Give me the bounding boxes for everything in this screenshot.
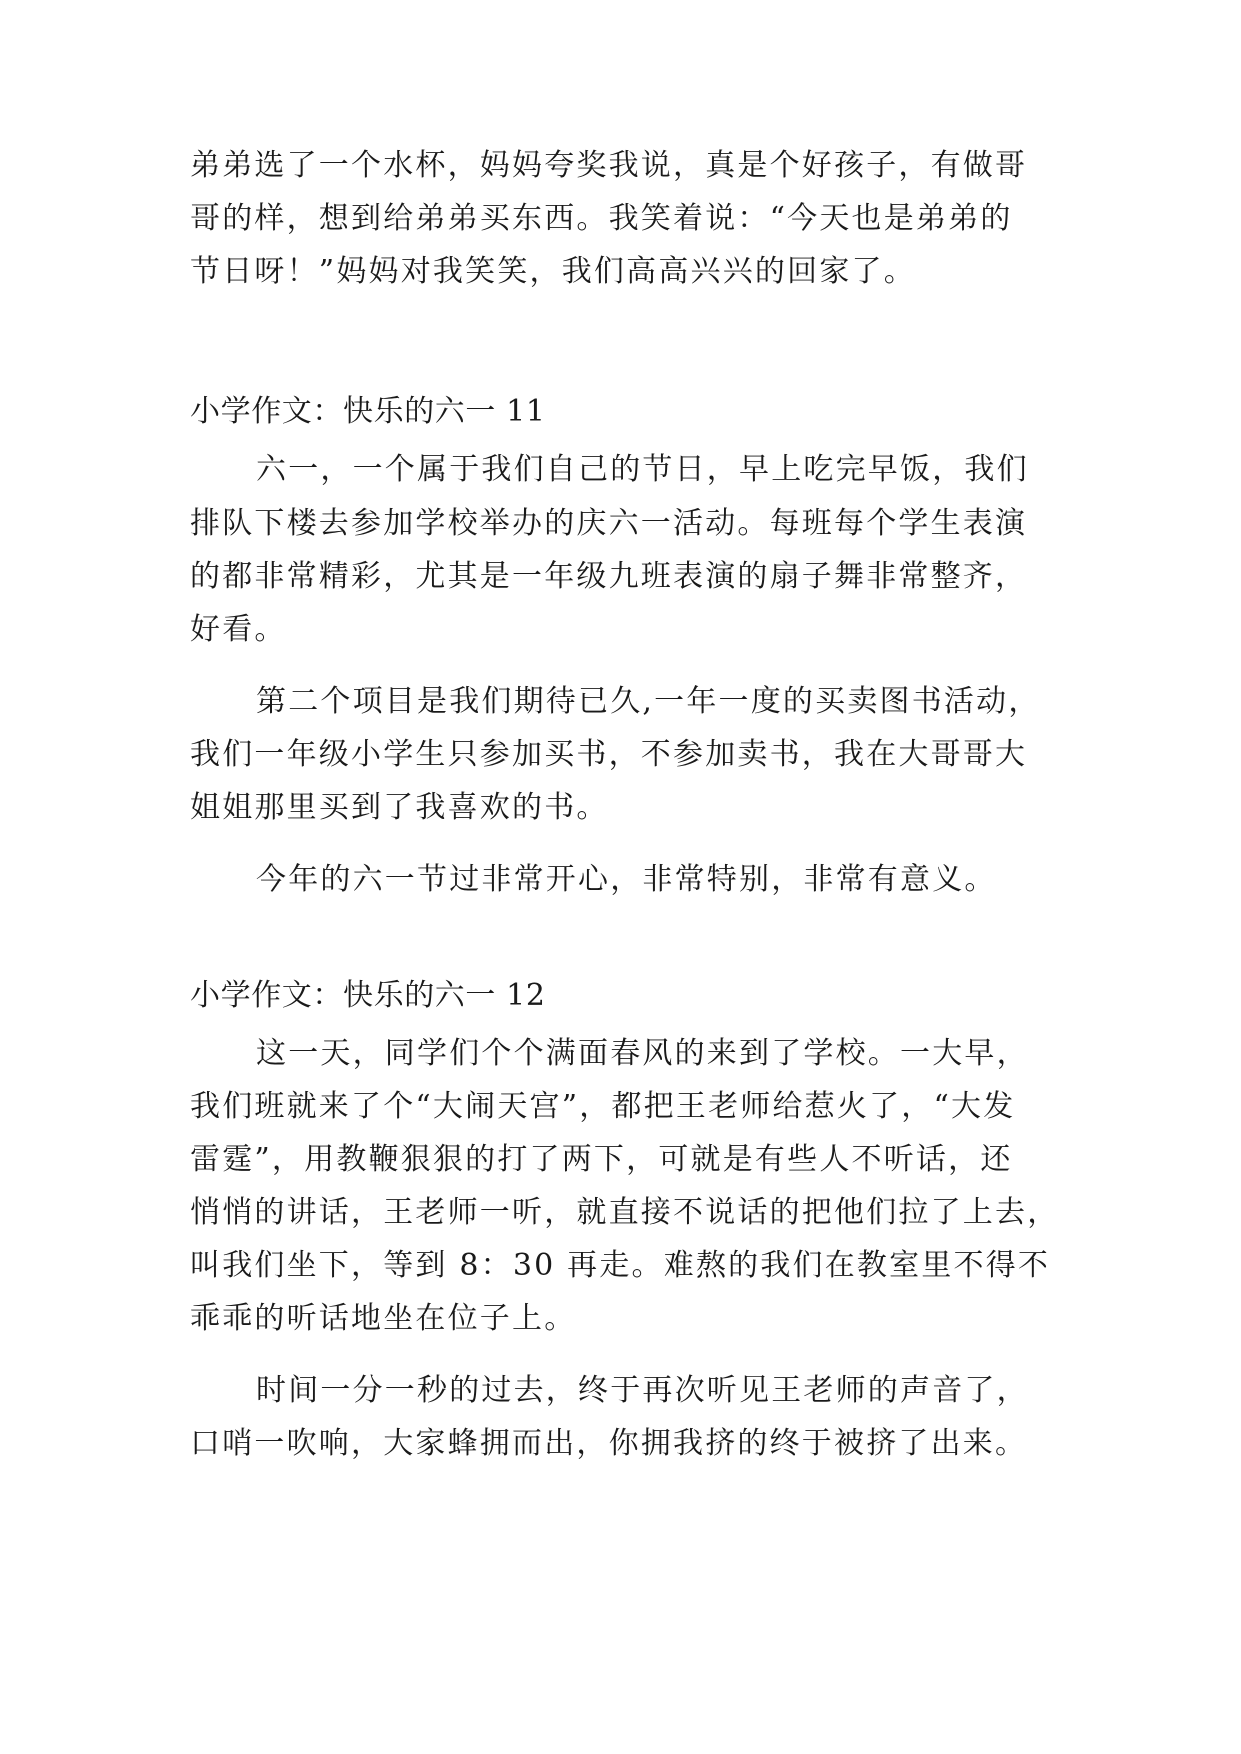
paragraph-line: 的都非常精彩，尤其是一年级九班表演的扇子舞非常整齐， [190, 559, 1028, 594]
paragraph-line: 今年的六一节过非常开心，非常特别，非常有意义。 [256, 862, 997, 897]
paragraph-line: 我们班就来了个“大闹天宫”，都把王老师给惹火了，“大发 [190, 1089, 1016, 1124]
paragraph-line: 这一天，同学们个个满面春风的来到了学校。一大早， [256, 1036, 1029, 1071]
paragraph-line: 哥的样，想到给弟弟买东西。我笑着说：“今天也是弟弟的 [190, 201, 1013, 236]
paragraph-line: 时间一分一秒的过去，终于再次听见王老师的声音了， [256, 1373, 1029, 1408]
paragraph-line: 乖乖的听话地坐在位子上。 [190, 1301, 577, 1336]
paragraph-line: 好看。 [190, 612, 287, 647]
paragraph-line: 悄悄的讲话，王老师一听，就直接不说话的把他们拉了上去， [190, 1195, 1060, 1230]
paragraph-line: 节日呀！”妈妈对我笑笑，我们高高兴兴的回家了。 [190, 254, 916, 289]
paragraph-line: 六一，一个属于我们自己的节日，早上吃完早饭，我们 [256, 452, 1029, 487]
paragraph-line: 叫我们坐下，等到 8：30 再走。难熬的我们在教室里不得不 [190, 1248, 1051, 1283]
essay-title-12: 小学作文：快乐的六一 12 [190, 978, 546, 1013]
paragraph-line: 第二个项目是我们期待已久,一年一度的买卖图书活动， [256, 684, 1041, 719]
paragraph-line: 口哨一吹响，大家蜂拥而出，你拥我挤的终于被挤了出来。 [190, 1426, 1028, 1461]
paragraph-line: 弟弟选了一个水杯，妈妈夸奖我说，真是个好孩子，有做哥 [190, 148, 1028, 183]
paragraph-line: 雷霆”，用教鞭狠狠的打了两下，可就是有些人不听话，还 [190, 1142, 1013, 1177]
paragraph-line: 姐姐那里买到了我喜欢的书。 [190, 790, 609, 825]
essay-title-11: 小学作文：快乐的六一 11 [190, 394, 546, 429]
paragraph-line: 我们一年级小学生只参加买书，不参加卖书，我在大哥哥大 [190, 737, 1028, 772]
paragraph-line: 排队下楼去参加学校举办的庆六一活动。每班每个学生表演 [190, 506, 1028, 541]
